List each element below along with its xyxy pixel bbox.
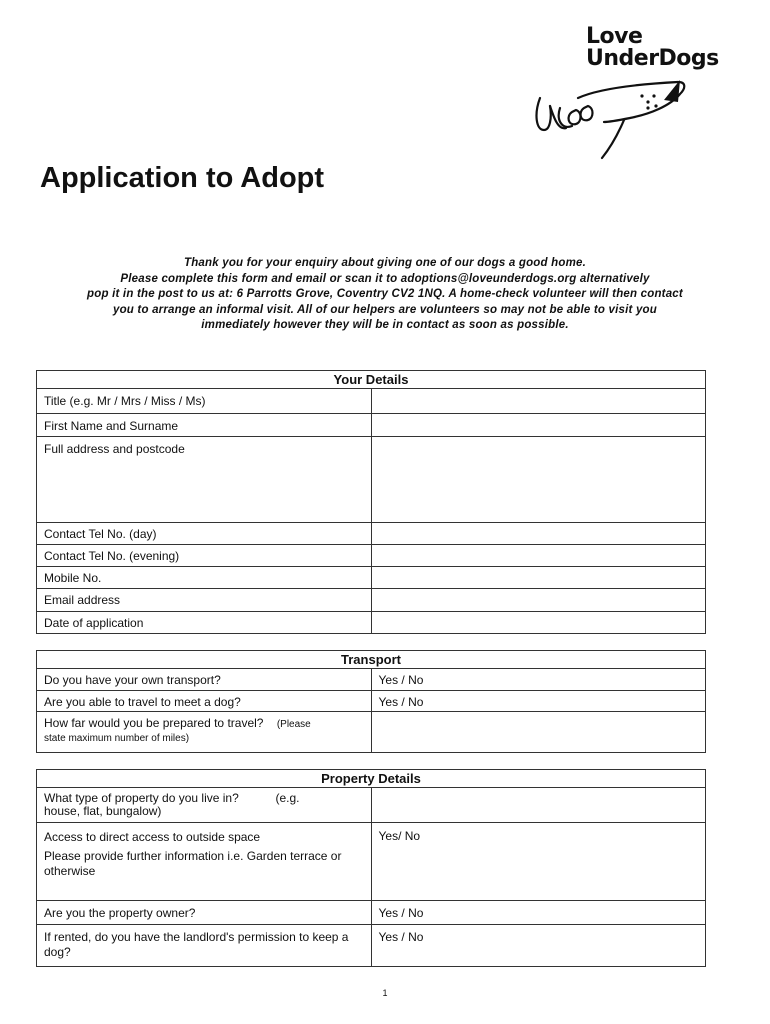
question-note: (Please (276, 719, 311, 730)
logo-line-2: UnderDogs (586, 46, 719, 71)
field-label: Do you have your own transport? (37, 669, 372, 691)
field-label: First Name and Surname (37, 414, 372, 437)
distance-field[interactable] (371, 712, 706, 753)
question-text: What type of property do you live in? (44, 791, 239, 805)
question-text: Access to direct access to outside space (44, 830, 261, 844)
logo-wordmark (586, 26, 719, 70)
field-label (37, 712, 372, 753)
question-note: (e.g. (275, 791, 300, 805)
intro-paragraph (36, 256, 734, 334)
field-label: Are you able to travel to meet a dog? (37, 691, 372, 712)
intro-line: Please complete this form and email or scan it to adoptions@loveunderdogs.org alternatively (120, 272, 650, 285)
landlord-permission-answer[interactable]: Yes / No (371, 925, 706, 967)
title-field[interactable] (371, 389, 706, 414)
your-details-table (36, 370, 706, 634)
owner-answer[interactable]: Yes / No (371, 901, 706, 925)
logo-line-1: Love (586, 24, 643, 49)
field-label: Date of application (37, 612, 372, 634)
intro-line: pop it in the post to us at: 6 Parrotts Grove, Coventry CV2 1NQ. A home-check volunteer will then contact (87, 288, 683, 300)
question-extra: Please provide further information i.e. Garden terrace or otherwise (44, 849, 342, 878)
section-heading: Your Details (37, 371, 706, 389)
question-text: How far would you be prepared to travel? (44, 716, 264, 730)
name-field[interactable] (371, 414, 706, 437)
section-heading: Property Details (37, 770, 706, 788)
day-phone-field[interactable] (371, 523, 706, 545)
date-field[interactable] (371, 612, 706, 634)
field-label (37, 823, 372, 901)
address-field[interactable] (371, 437, 706, 523)
field-label: Contact Tel No. (day) (37, 523, 372, 545)
intro-line: you to arrange an informal visit. All of our helpers are volunteers so may not be able to visit you (112, 303, 658, 316)
property-table (36, 769, 706, 967)
outside-space-answer[interactable]: Yes/ No (371, 823, 706, 901)
field-label: Title (e.g. Mr / Mrs / Miss / Ms) (37, 389, 372, 414)
transport-table (36, 650, 706, 753)
field-label: Email address (37, 589, 372, 612)
field-label: Contact Tel No. (evening) (37, 545, 372, 567)
field-label: Mobile No. (37, 567, 372, 589)
intro-line: immediately however they will be in contact as soon as possible. (201, 319, 569, 331)
field-label: Are you the property owner? (37, 901, 372, 925)
field-label (37, 788, 372, 823)
evening-phone-field[interactable] (371, 545, 706, 567)
field-label: Full address and postcode (37, 437, 372, 523)
field-label: If rented, do you have the landlord's permission to keep a dog? (37, 925, 372, 967)
mobile-field[interactable] (371, 567, 706, 589)
email-field[interactable] (371, 589, 706, 612)
question-note: house, flat, bungalow) (44, 804, 162, 818)
intro-line: Thank you for your enquiry about giving one of our dogs a good home. (183, 257, 587, 269)
section-heading: Transport (37, 651, 706, 669)
travel-answer[interactable]: Yes / No (371, 691, 706, 712)
page-title: Application to Adopt (40, 162, 325, 194)
page-number: 1 (382, 988, 388, 998)
question-note: state maximum number of miles) (44, 733, 190, 744)
property-type-field[interactable] (371, 788, 706, 823)
love-underdogs-logo (530, 26, 730, 166)
own-transport-answer[interactable]: Yes / No (371, 669, 706, 691)
